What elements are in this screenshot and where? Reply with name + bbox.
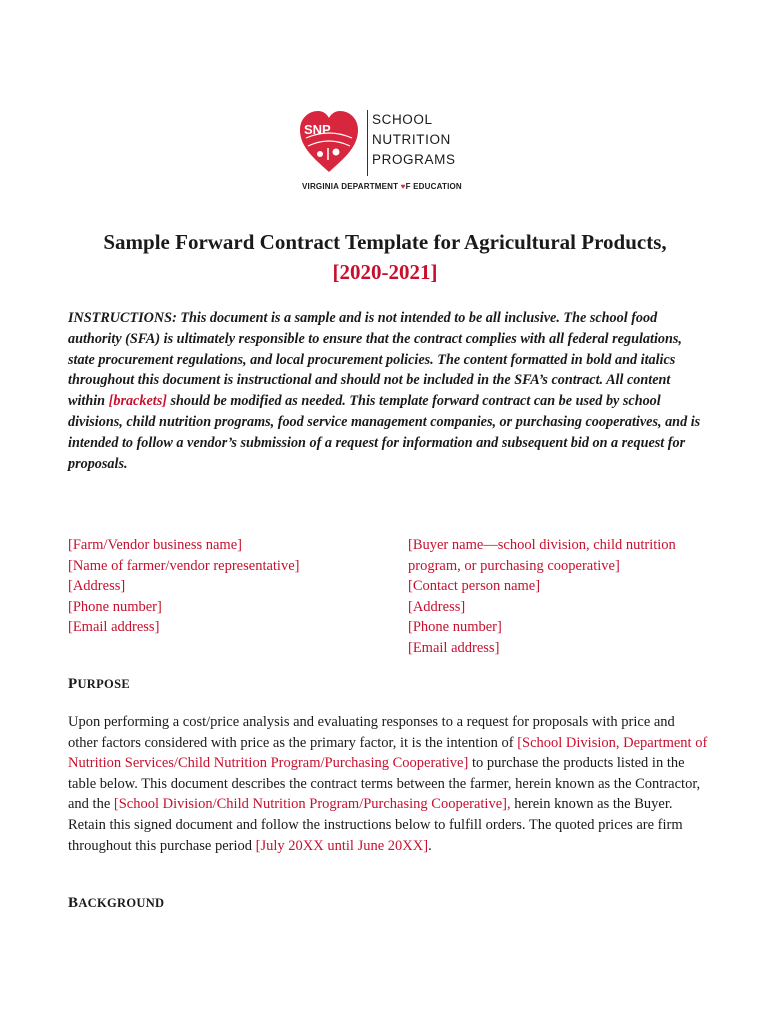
small-heart-icon: ♥ — [400, 182, 406, 191]
purpose-placeholder-period: [July 20XX until June 20XX] — [255, 837, 429, 854]
instructions-text-1: INSTRUCTIONS: This document is a sample and is not intended to be all inclusive. The school food authority (SFA) is ultimately responsible to ensure that the contract complies with all federal regulations, state procurement regulations, and local procurement policies. The content formatted in bold and italics throughout this document is instructional and should not be included in the SFA’s contract. All content within — [68, 310, 682, 410]
school-nutrition-programs-logo — [298, 106, 478, 196]
logo-word-programs: PROGRAMS — [372, 152, 456, 167]
purpose-heading — [68, 676, 130, 693]
buyer-name-line-1: [Buyer name—school division, child nutrition — [408, 537, 676, 553]
vendor-address: [Address] — [68, 578, 126, 595]
buyer-phone: [Phone number] — [408, 619, 502, 636]
dept-text-before: VIRGINIA DEPARTMENT — [302, 182, 401, 191]
dept-text-after: F EDUCATION — [405, 182, 462, 191]
purpose-placeholder-buyer-short: [School Division/Child Nutrition Program/Purchasing Cooperative], — [113, 796, 511, 813]
buyer-name-line-2: program, or purchasing cooperative] — [408, 557, 620, 574]
document-title: Sample Forward Contract Template for Agricultural Products, — [103, 230, 667, 254]
background-heading-initial: B — [68, 895, 79, 911]
purpose-placeholder-buyer: [School Division, Department of Nutrition Services/Child Nutrition Program/Purchasing Cooperative] — [68, 734, 708, 772]
purpose-heading-rest: URPOSE — [77, 677, 130, 691]
vendor-phone: [Phone number] — [68, 598, 162, 615]
purpose-text-3: herein known as the Buyer. Retain this signed document and follow the instructions below to fulfill orders. The quoted prices are firm throughout this purchase period — [68, 796, 683, 854]
background-heading — [68, 895, 164, 912]
instructions-text-2: should be modified as needed. This template forward contract can be used by school divisions, child nutrition programs, food service management companies, or purchasing cooperatives, and is intended to follow a vendor’s submission of a request for information and subsequent bid on a request for proposals. — [68, 393, 701, 472]
purpose-heading-initial: P — [68, 676, 78, 692]
instructions-brackets-term: [brackets] — [108, 393, 167, 410]
logo-word-school: SCHOOL — [372, 112, 433, 127]
vendor-email: [Email address] — [68, 619, 160, 636]
heart-emblem-icon — [298, 108, 360, 174]
vendor-business-name: [Farm/Vendor business name] — [68, 537, 242, 553]
purpose-text-4: . — [428, 837, 432, 854]
vendor-address-block — [68, 535, 368, 638]
buyer-contact-person: [Contact person name] — [408, 578, 541, 595]
logo-divider — [367, 110, 368, 176]
logo-wordmark — [372, 110, 456, 170]
document-year: [2020-2021] — [332, 260, 438, 284]
instructions-paragraph — [68, 308, 708, 474]
purpose-text-1: Upon performing a cost/price analysis and evaluating responses to a request for proposals with price and other factors considered with price as the primary factor, it is the intention of — [68, 714, 675, 751]
buyer-address-block — [408, 535, 708, 659]
buyer-email: [Email address] — [408, 639, 500, 656]
emblem-text: SNP — [304, 122, 331, 137]
purpose-text-2: to purchase the products listed in the table below. This document describes the contract terms between the farmer, herein known as the Contractor, and the — [68, 755, 701, 813]
purpose-paragraph — [68, 712, 708, 856]
background-heading-rest: ACKGROUND — [78, 896, 165, 910]
logo-department-line — [302, 182, 462, 191]
vendor-representative: [Name of farmer/vendor representative] — [68, 557, 300, 574]
buyer-address: [Address] — [408, 598, 466, 615]
logo-word-nutrition: NUTRITION — [372, 132, 451, 147]
